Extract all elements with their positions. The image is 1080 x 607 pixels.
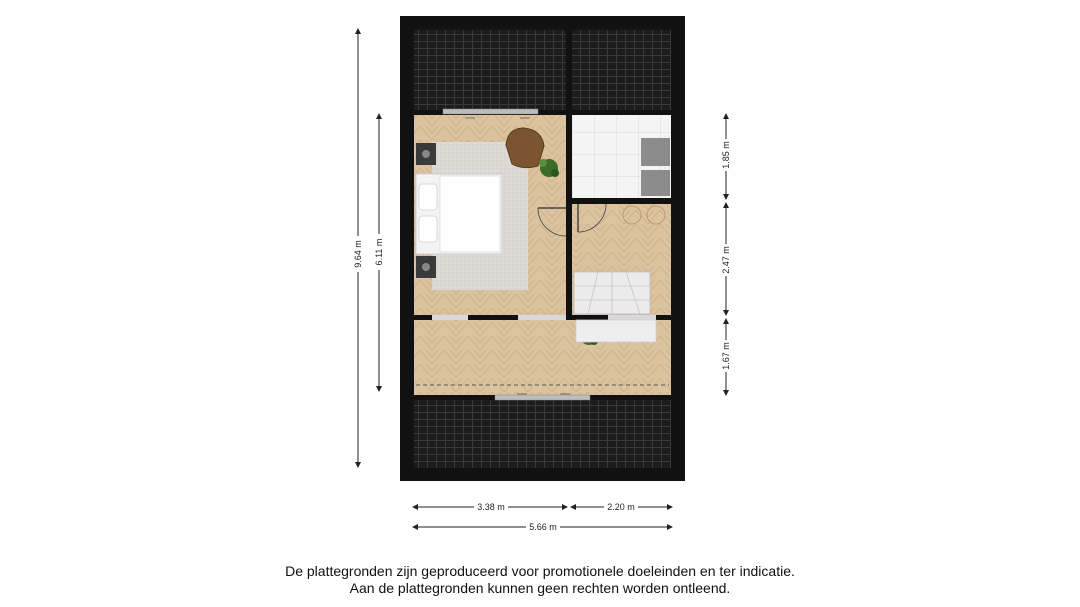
wall-vertical (566, 115, 572, 315)
skylight-top (443, 109, 538, 114)
armchair (506, 128, 544, 168)
bath-fixture-1 (641, 138, 670, 166)
roof-tiles-top-left (414, 30, 566, 110)
pillow-2 (419, 216, 437, 242)
wall-opening-3 (608, 315, 656, 320)
roof-tiles-bottom (414, 400, 671, 468)
dim-right-bottom-label: 1.67 m (721, 342, 731, 370)
dim-width-left-label: 3.38 m (477, 502, 505, 512)
dim-total-depth-label: 9.64 m (353, 240, 363, 268)
dim-total-width-label: 5.66 m (529, 522, 557, 532)
disclaimer-line-2: Aan de plattegronden kunnen geen rechten worden ontleend. (349, 580, 731, 596)
lamp-bottom (422, 263, 430, 271)
pillow-1 (419, 184, 437, 210)
dim-right-top (720, 113, 732, 200)
dim-width-right-label: 2.20 m (607, 502, 635, 512)
attic-counter (576, 320, 656, 342)
dim-total-depth (352, 28, 364, 468)
bath-fixture-2 (641, 170, 670, 196)
bed-duvet (440, 176, 500, 252)
wall-bath-landing (572, 198, 671, 204)
dim-right-middle (720, 202, 732, 316)
roof-tiles-top-right (572, 30, 671, 110)
wall-opening-2 (518, 315, 566, 320)
dim-right-middle-label: 2.47 m (721, 246, 731, 274)
disclaimer-line-1: De plattegronden zijn geproduceerd voor promotionele doeleinden en ter indicatie. (285, 563, 795, 579)
dim-total-width (412, 521, 673, 533)
dim-right-top-label: 1.85 m (721, 141, 731, 169)
dim-right-bottom (720, 318, 732, 396)
dim-width-left (412, 501, 568, 513)
dim-inner-depth-label: 6.11 m (374, 238, 384, 266)
staircase (574, 272, 650, 314)
dim-inner-depth (373, 113, 385, 392)
lamp-top (422, 150, 430, 158)
skylight-bottom (495, 395, 590, 400)
dim-width-right (570, 501, 673, 513)
wall-opening-1 (432, 315, 468, 320)
